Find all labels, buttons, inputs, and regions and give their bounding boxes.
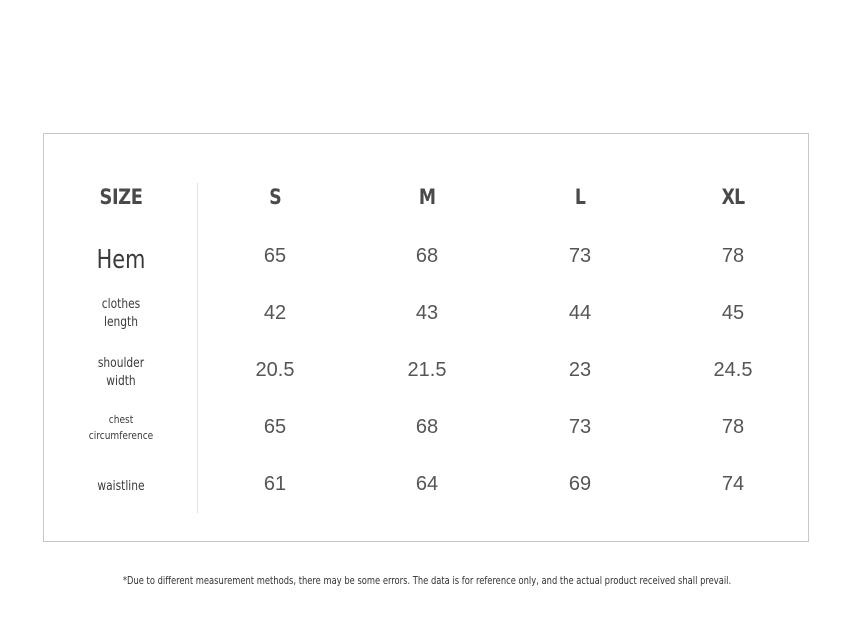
row-label-hem: Hem	[96, 245, 146, 275]
row-label-line: chest	[108, 413, 134, 426]
table-cell: 78	[721, 415, 745, 438]
row-label-line: length	[104, 315, 138, 330]
row-label-shoulder-width	[73, 355, 170, 391]
table-cell: 45	[721, 301, 745, 324]
size-m-header: M	[418, 185, 436, 209]
row-label-line: width	[106, 374, 136, 389]
table-cell: 73	[568, 415, 592, 438]
size-l-header: L	[574, 185, 586, 209]
table-cell: 68	[415, 244, 439, 267]
table-cell: 21.5	[407, 358, 447, 381]
table-cell: 61	[263, 472, 287, 495]
table-cell: 42	[263, 301, 287, 324]
row-label-line: shoulder	[97, 356, 145, 371]
table-cell: 23	[568, 358, 592, 381]
table-cell: 24.5	[713, 358, 753, 381]
table-cell: 64	[415, 472, 439, 495]
table-cell: 20.5	[255, 358, 295, 381]
table-cell: 65	[263, 244, 287, 267]
row-label-line: circumference	[88, 429, 154, 442]
table-cell: 78	[721, 244, 745, 267]
table-cell: 73	[568, 244, 592, 267]
table-cell: 44	[568, 301, 592, 324]
table-cell: 43	[415, 301, 439, 324]
row-label-chest-circumference	[73, 412, 170, 444]
row-label-line: clothes	[101, 297, 141, 312]
table-cell: 69	[568, 472, 592, 495]
size-s-header: S	[269, 185, 281, 209]
row-label-waistline: waistline	[97, 479, 145, 494]
size-xl-header: XL	[721, 185, 745, 209]
table-cell: 74	[721, 472, 745, 495]
table-cell: 68	[415, 415, 439, 438]
size-header: SIZE	[99, 185, 143, 209]
column-divider	[197, 183, 198, 513]
table-cell: 65	[263, 415, 287, 438]
footnote: *Due to different measurement methods, there may be some errors. The data is for reference only, and the actual product received shall prevail.	[122, 574, 732, 587]
row-label-clothes-length	[73, 296, 170, 332]
